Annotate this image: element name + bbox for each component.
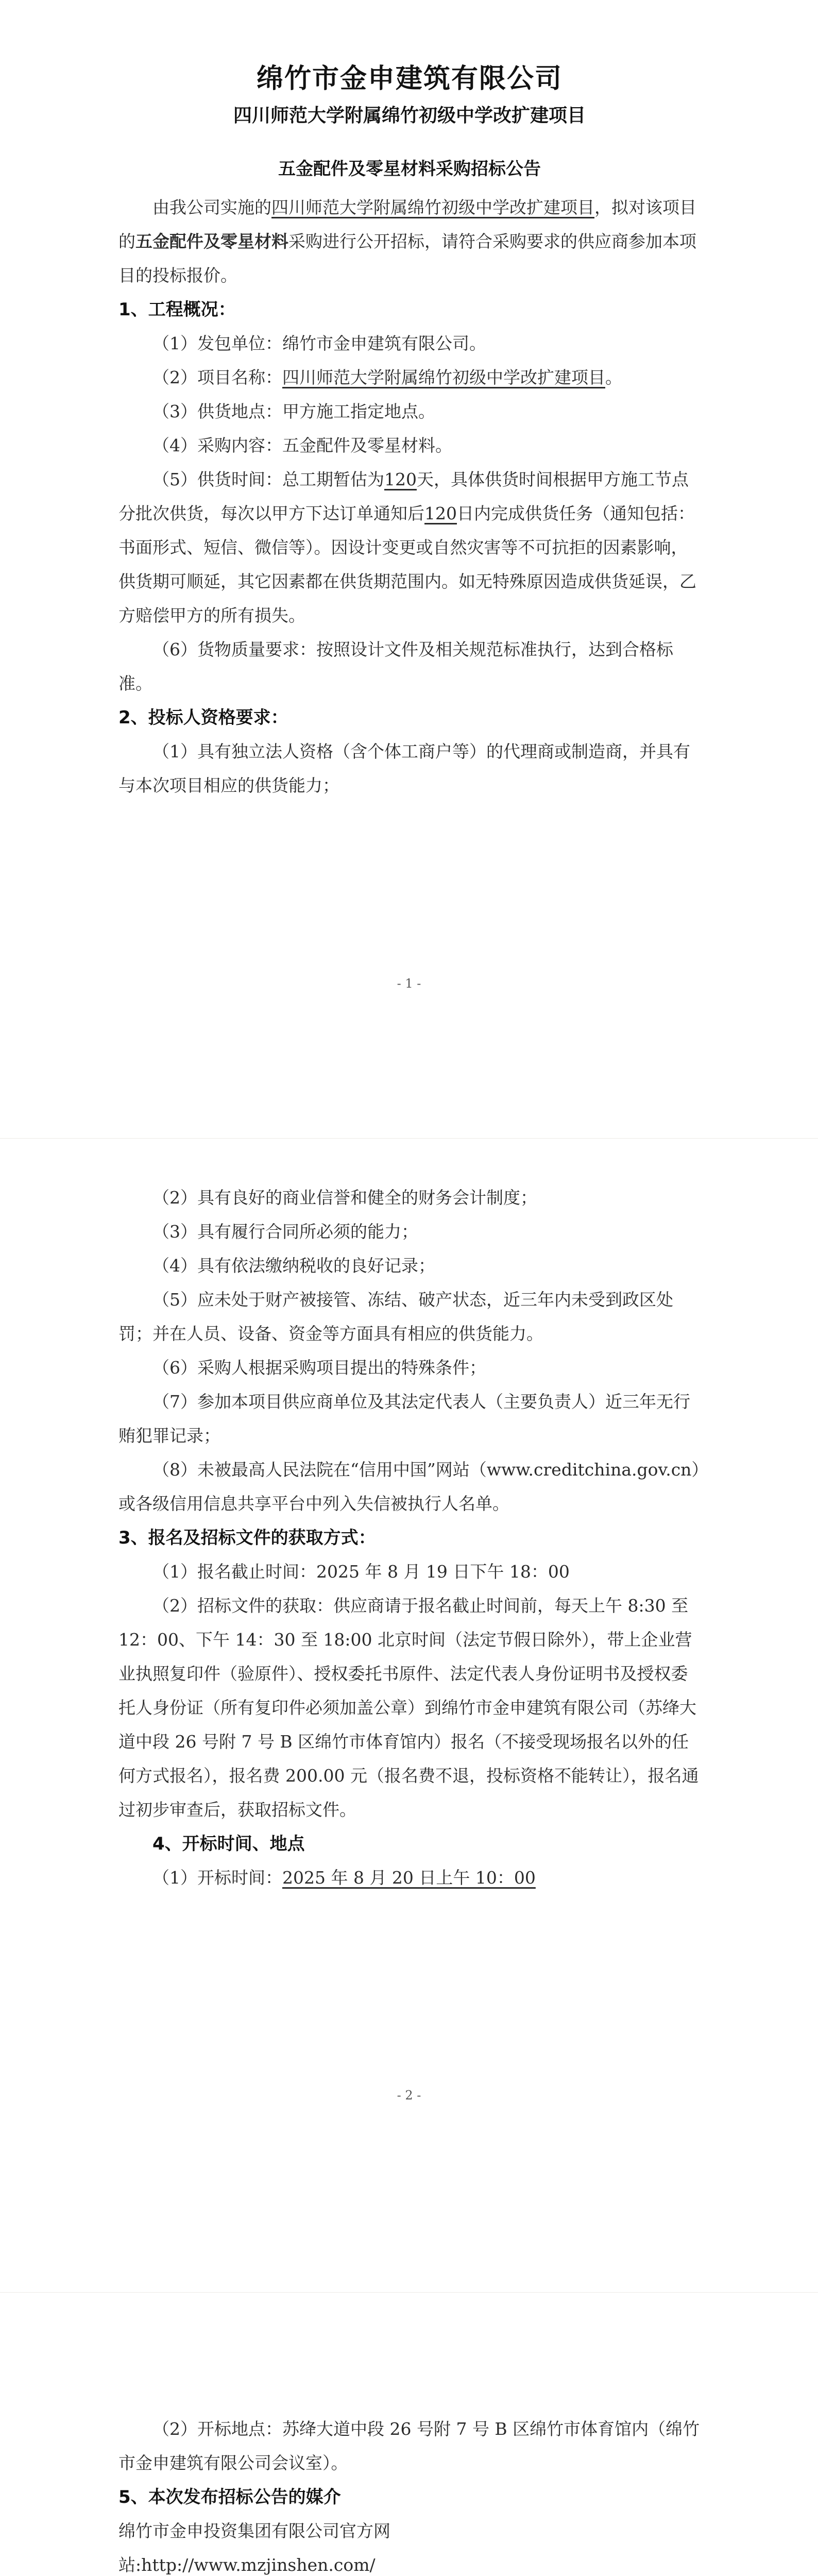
registration-method: （2）招标文件的获取：供应商请于报名截止时间前，每天上午 8:30 至 12：00、下午 14：30 至 18:00 北京时间（法定节假日除外），带上企业营业执照复印件（验原件）、授权委托书原件、法定代表人身份证明书及授权委托人身份证（所有复印件必须加盖公章）到绵竹市金申建筑有限公司（苏绛大道中段 26 号附 7 号 B 区绵竹市体育馆内）报名（不接受现场报名以外的任何方式报名），报名费 200.00 元（报名费不退，投标资格不能转让），报名通过初步审查后，获取招标文件。: [118, 1596, 699, 1820]
requirement-6: （6）采购人根据采购项目提出的特殊条件；: [152, 1358, 486, 1378]
registration-deadline: （1）报名截止时间：2025 年 8 月 19 日下午 18：00: [152, 1562, 570, 1582]
intro-goods: 五金配件及零星材料: [135, 231, 288, 251]
media-site[interactable]: 站:http://www.mzjinshen.com/: [118, 2555, 376, 2575]
intro-mid: ，拟对该项目的: [118, 197, 696, 251]
section-2-heading: 2、投标人资格要求：: [118, 707, 288, 728]
company-title: 绵竹市金申建筑有限公司: [256, 63, 563, 94]
item-1: （1）发包单位：绵竹市金申建筑有限公司。: [152, 333, 486, 353]
opening-time-label: （1）开标时间：: [152, 1868, 282, 1888]
item-2-post: 。: [605, 367, 622, 387]
section-4-heading: 4、开标时间、地点: [152, 1834, 305, 1854]
item-2: [118, 361, 701, 395]
requirement-3: （3）具有履行合同所必须的能力；: [152, 1222, 418, 1242]
section-5-heading: 5、本次发布招标公告的媒介: [118, 2487, 341, 2507]
page-2: [0, 1139, 818, 2293]
requirement-2: （2）具有良好的商业信誉和健全的财务会计制度；: [152, 1188, 537, 1208]
media-name: 绵竹市金申投资集团有限公司官方网: [118, 2521, 390, 2541]
item-5-days2: 120: [424, 503, 457, 523]
intro-pre: 由我公司实施的: [152, 197, 271, 217]
intro-post: 采购进行公开招标，请符合采购要求的供应商参加本项目的投标报价。: [118, 231, 696, 285]
page-number-1: - 1 -: [397, 976, 421, 991]
item-2-project: 四川师范大学附属绵竹初级中学改扩建项目: [282, 367, 605, 387]
item-5-a: （5）供货时间：总工期暂估为: [152, 469, 384, 489]
opening-time: [118, 1861, 701, 1895]
page-3: [0, 2293, 818, 2576]
page3-body: [118, 2412, 701, 2576]
requirement-8: （8）未被最高人民法院在“信用中国”网站（www.creditchina.gov.cn）或各级信用信息共享平台中列入失信被执行人名单。: [118, 1460, 700, 1514]
section-1-heading: 1、工程概况：: [118, 299, 236, 320]
notice-title: 五金配件及零星材料采购招标公告: [278, 159, 541, 179]
item-5-b: 天，具体供货时间根据甲方施工节点分批次供货，每次以甲方下达订单通知后: [118, 469, 689, 523]
item-5: [118, 463, 701, 633]
requirement-7: （7）参加本项目供应商单位及其法定代表人（主要负责人）近三年无行贿犯罪记录；: [118, 1392, 690, 1446]
intro-paragraph: [118, 191, 701, 293]
requirement-1: （1）具有独立法人资格（含个体工商户等）的代理商或制造商，并具有与本次项目相应的供货能力；: [118, 741, 690, 795]
section-3-heading: 3、报名及招标文件的获取方式：: [118, 1528, 376, 1548]
item-5-days1: 120: [384, 469, 417, 489]
page2-body: [118, 1181, 701, 1895]
opening-place: （2）开标地点：苏绛大道中段 26 号附 7 号 B 区绵竹市体育馆内（绵竹市金申建筑有限公司会议室）。: [118, 2419, 700, 2473]
page-number-2: - 2 -: [397, 2088, 421, 2103]
item-6: （6）货物质量要求：按照设计文件及相关规范标准执行，达到合格标准。: [118, 639, 673, 693]
opening-time-date: 2025 年 8 月 20 日上午 10：00: [282, 1868, 536, 1888]
requirement-5: （5）应未处于财产被接管、冻结、破产状态，近三年内未受到政区处罚；并在人员、设备、资金等方面具有相应的供货能力。: [118, 1290, 673, 1344]
intro-project: 四川师范大学附属绵竹初级中学改扩建项目: [271, 197, 594, 217]
requirement-4: （4）具有依法缴纳税收的良好记录；: [152, 1256, 435, 1276]
item-3: （3）供货地点：甲方施工指定地点。: [152, 401, 435, 421]
item-4: （4）采购内容：五金配件及零星材料。: [152, 435, 452, 455]
page-1: [0, 0, 818, 1139]
item-5-c: 日内完成供货任务（通知包括：书面形式、短信、微信等）。因设计变更或自然灾害等不可抗拒的因素影响，供货期可顺延，其它因素都在供货期范围内。如无特殊原因造成供货延误，乙方赔偿甲方的所有损失。: [118, 503, 696, 625]
project-title: 四川师范大学附属绵竹初级中学改扩建项目: [233, 105, 586, 126]
item-2-pre: （2）项目名称：: [152, 367, 282, 387]
page1-body: [118, 191, 701, 803]
